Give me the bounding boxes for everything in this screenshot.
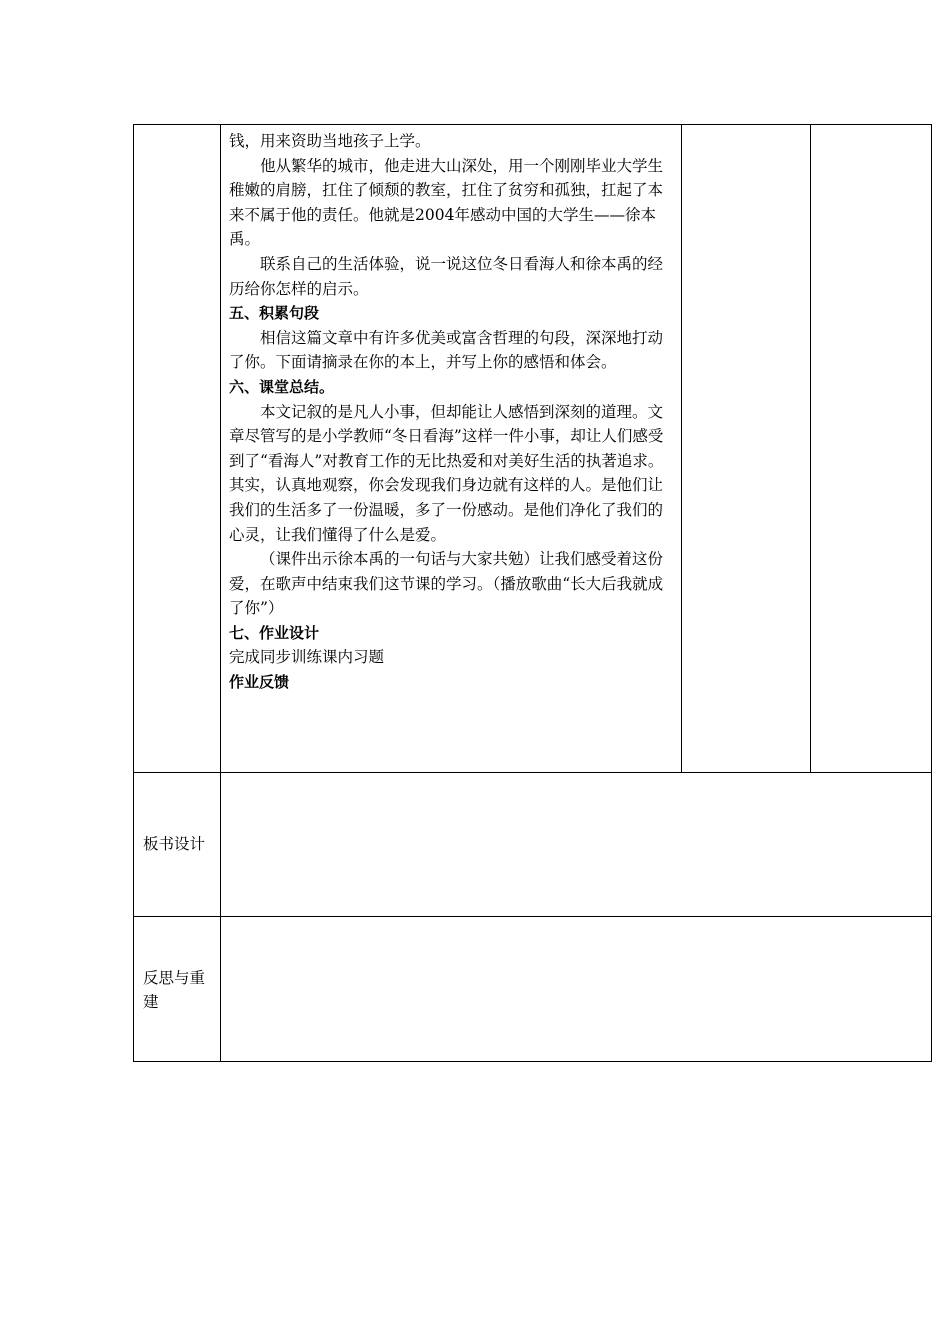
- paragraph: 他从繁华的城市，他走进大山深处，用一个刚刚毕业大学生稚嫩的肩膀，扛住了倾颓的教室，扛住了贫穷和孤独，扛起了本来不属于他的责任。他就是2004年感动中国的大学生——徐本禹。: [229, 156, 664, 249]
- section-heading-7: 七、作业设计: [229, 623, 320, 642]
- reflection-label-cell: [134, 917, 221, 1062]
- paragraph: 联系自己的生活体验，说一说这位冬日看海人和徐本禹的经历给你怎样的启示。: [229, 254, 664, 298]
- lesson-plan-table: [133, 124, 932, 1062]
- section-heading-6: 六、课堂总结。: [229, 377, 335, 396]
- paragraph: 相信这篇文章中有许多优美或富含哲理的句段，深深地打动了你。下面请摘录在你的本上，并写上你的感悟和体会。: [229, 328, 664, 372]
- paragraph: 本文记叙的是凡人小事，但却能让人感悟到深刻的道理。文章尽管写的是小学教师“冬日看海”这样一件小事，却让人们感受到了“看海人”对教育工作的无比热爱和对美好生活的执著追求。其实，认真地观察，你会发现我们身边就有这样的人。是他们让我们的生活多了一份温暖，多了一份感动。是他们净化了我们的心灵，让我们懂得了什么是爱。: [229, 402, 664, 544]
- section-heading-5: 五、积累句段: [229, 304, 320, 323]
- paragraph: 钱，用来资助当地孩子上学。: [229, 132, 431, 150]
- reflection-label: 反思与重建: [143, 969, 206, 1011]
- main-content-cell: [221, 125, 682, 773]
- column4-cell: [811, 125, 932, 773]
- reflection-content-cell: [221, 917, 932, 1062]
- section-heading-feedback: 作业反馈: [229, 673, 290, 692]
- board-design-content-cell: [221, 773, 932, 917]
- main-content: [221, 125, 681, 695]
- paragraph: 完成同步训练课内习题: [229, 648, 385, 667]
- column3-cell: [682, 125, 811, 773]
- row1-label-cell: [134, 125, 221, 773]
- board-design-label-cell: [134, 773, 221, 917]
- paragraph: （课件出示徐本禹的一句话与大家共勉）让我们感受着这份爱，在歌声中结束我们这节课的学习。（播放歌曲“长大后我就成了你”）: [229, 550, 664, 618]
- board-design-label: 板书设计: [143, 835, 206, 853]
